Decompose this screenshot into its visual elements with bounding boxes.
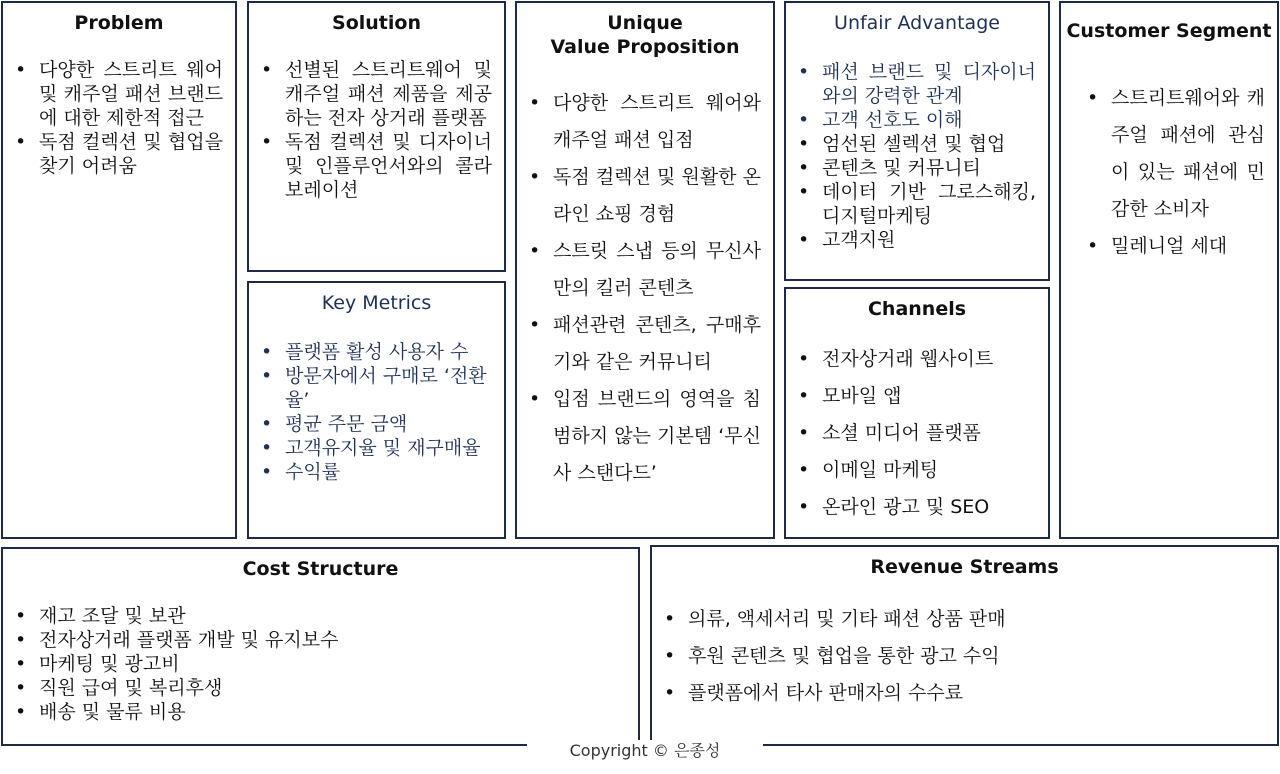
unfair-advantage-title: Unfair Advantage (834, 12, 1000, 34)
cost-structure-box (1, 547, 640, 745)
list-item: • 고객 선호도 이해 (822, 108, 1036, 132)
key-metrics-list (285, 340, 492, 484)
list-item: • 방문자에서 구매로 ‘전환율’ (285, 364, 492, 412)
revenue-streams-title: Revenue Streams (870, 556, 1059, 578)
list-item: • 플랫폼 활성 사용자 수 (285, 340, 492, 364)
list-item: • 독점 컬렉션 및 협업을 찾기 어려움 (39, 130, 223, 178)
bottom-border-left (1, 744, 527, 746)
customer-segment-title: Customer Segment (1066, 20, 1272, 42)
problem-box (1, 1, 237, 539)
list-item: • 마케팅 및 광고비 (39, 652, 626, 676)
list-item: • 엄선된 셀렉션 및 협업 (822, 132, 1036, 156)
list-item: • 선별된 스트리트웨어 및 캐주얼 패션 제품을 제공하는 전자 상거래 플랫폼 (285, 58, 492, 130)
customer-segment-list (1111, 80, 1265, 265)
list-item: • 독점 컬렉션 및 원활한 온라인 쇼핑 경험 (553, 159, 761, 233)
list-item: • 재고 조달 및 보관 (39, 604, 626, 628)
list-item: • 데이터 기반 그로스해킹, 디지털마케팅 (822, 180, 1036, 228)
channels-box (784, 287, 1050, 539)
list-item: • 밀레니얼 세대 (1111, 228, 1265, 265)
list-item: • 패션관련 콘텐츠, 구매후기와 같은 커뮤니티 (553, 307, 761, 381)
key-metrics-box (247, 281, 506, 539)
solution-list (285, 58, 492, 202)
unfair-advantage-box (784, 1, 1050, 281)
list-item: • 배송 및 물류 비용 (39, 700, 626, 724)
list-item: • 다양한 스트리트 웨어와 캐주얼 패션 입점 (553, 85, 761, 159)
uvp-box (515, 1, 775, 539)
customer-segment-box (1059, 1, 1279, 539)
channels-title: Channels (867, 298, 967, 320)
uvp-title-line2: Value Proposition (550, 36, 740, 58)
list-item: • 소셜 미디어 플랫폼 (822, 415, 1036, 452)
uvp-title-line1: Unique (607, 12, 683, 34)
uvp-title (517, 11, 773, 59)
unfair-advantage-list (822, 60, 1036, 252)
list-item: • 이메일 마케팅 (822, 452, 1036, 489)
list-item: • 모바일 앱 (822, 378, 1036, 415)
list-item: • 직원 급여 및 복리후생 (39, 676, 626, 700)
problem-list (39, 58, 223, 178)
list-item: • 독점 컬렉션 및 디자이너 및 인플루언서와의 콜라보레이션 (285, 130, 492, 202)
list-item: • 온라인 광고 및 SEO (822, 489, 1036, 526)
solution-box (247, 1, 506, 272)
list-item: • 다양한 스트리트 웨어 및 캐주얼 패션 브랜드에 대한 제한적 접근 (39, 58, 223, 130)
cost-structure-list (39, 604, 626, 724)
cost-structure-title: Cost Structure (242, 558, 399, 580)
copyright-text: Copyright © 은종성 (527, 740, 763, 762)
list-item: • 전자상거래 플랫폼 개발 및 유지보수 (39, 628, 626, 652)
list-item: • 후원 콘텐츠 및 협업을 통한 광고 수익 (688, 638, 1265, 675)
list-item: • 고객유지율 및 재구매율 (285, 436, 492, 460)
list-item: • 패션 브랜드 및 디자이너와의 강력한 관계 (822, 60, 1036, 108)
solution-title: Solution (332, 12, 421, 34)
list-item: • 의류, 액세서리 및 기타 패션 상품 판매 (688, 601, 1265, 638)
bottom-border-right (763, 744, 1279, 746)
list-item: • 전자상거래 웹사이트 (822, 341, 1036, 378)
list-item: • 스트릿 스냅 등의 무신사만의 킬러 콘텐츠 (553, 233, 761, 307)
list-item: • 고객지원 (822, 228, 1036, 252)
revenue-streams-list (688, 601, 1265, 712)
problem-title: Problem (74, 12, 164, 34)
channels-list (822, 341, 1036, 526)
revenue-streams-box (650, 545, 1279, 745)
list-item: • 스트리트웨어와 캐주얼 패션에 관심이 있는 패션에 민감한 소비자 (1111, 80, 1265, 228)
list-item: • 평균 주문 금액 (285, 412, 492, 436)
list-item: • 플랫폼에서 타사 판매자의 수수료 (688, 675, 1265, 712)
uvp-list (553, 85, 761, 492)
key-metrics-title: Key Metrics (321, 292, 432, 314)
list-item: • 입점 브랜드의 영역을 침범하지 않는 기본템 ‘무신사 스탠다드’ (553, 381, 761, 492)
list-item: • 콘텐츠 및 커뮤니티 (822, 156, 1036, 180)
list-item: • 수익률 (285, 460, 492, 484)
